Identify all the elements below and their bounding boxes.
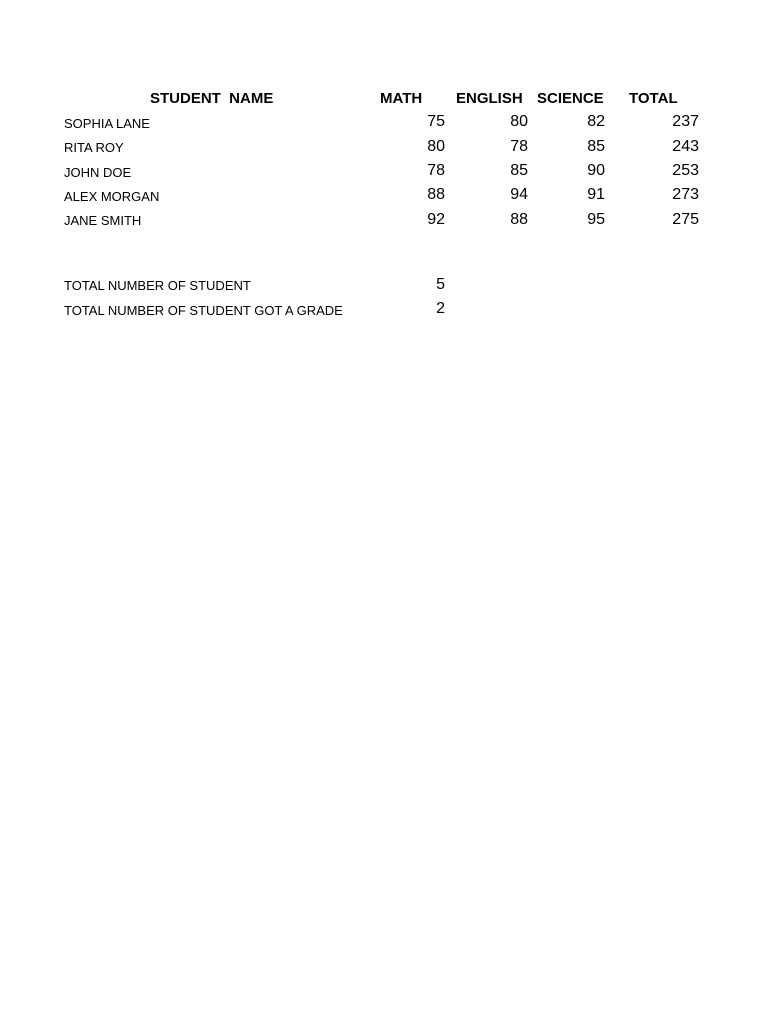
summary-label: TOTAL NUMBER OF STUDENT — [64, 278, 251, 293]
english-score-cell: 78 — [510, 138, 528, 155]
student-name-cell: SOPHIA LANE — [64, 116, 150, 131]
total-score-cell: 275 — [672, 211, 699, 228]
science-score-cell: 95 — [587, 211, 605, 228]
summary-value: 5 — [436, 276, 445, 293]
total-score-cell: 237 — [672, 113, 699, 130]
science-score-cell: 85 — [587, 138, 605, 155]
student-name-cell: ALEX MORGAN — [64, 189, 160, 204]
english-score-cell: 80 — [510, 113, 528, 130]
science-score-cell: 82 — [587, 113, 605, 130]
math-score-cell: 92 — [427, 211, 445, 228]
header-math: MATH — [380, 90, 423, 107]
header-total: TOTAL — [629, 90, 678, 107]
english-score-cell: 85 — [510, 162, 528, 179]
science-score-cell: 90 — [587, 162, 605, 179]
math-score-cell: 75 — [427, 113, 445, 130]
science-score-cell: 91 — [587, 186, 605, 203]
total-score-cell: 273 — [672, 186, 699, 203]
student-name-cell: RITA ROY — [64, 140, 124, 155]
header-student-name: STUDENT NAME — [150, 90, 274, 107]
header-science: SCIENCE — [537, 90, 604, 107]
header-english: ENGLISH — [456, 90, 523, 107]
math-score-cell: 78 — [427, 162, 445, 179]
total-score-cell: 243 — [672, 138, 699, 155]
summary-label: TOTAL NUMBER OF STUDENT GOT A GRADE — [64, 303, 343, 318]
student-name-cell: JOHN DOE — [64, 165, 132, 180]
math-score-cell: 80 — [427, 138, 445, 155]
student-name-cell: JANE SMITH — [64, 213, 142, 228]
math-score-cell: 88 — [427, 186, 445, 203]
english-score-cell: 94 — [510, 186, 528, 203]
total-score-cell: 253 — [672, 162, 699, 179]
summary-value: 2 — [436, 300, 445, 317]
english-score-cell: 88 — [510, 211, 528, 228]
